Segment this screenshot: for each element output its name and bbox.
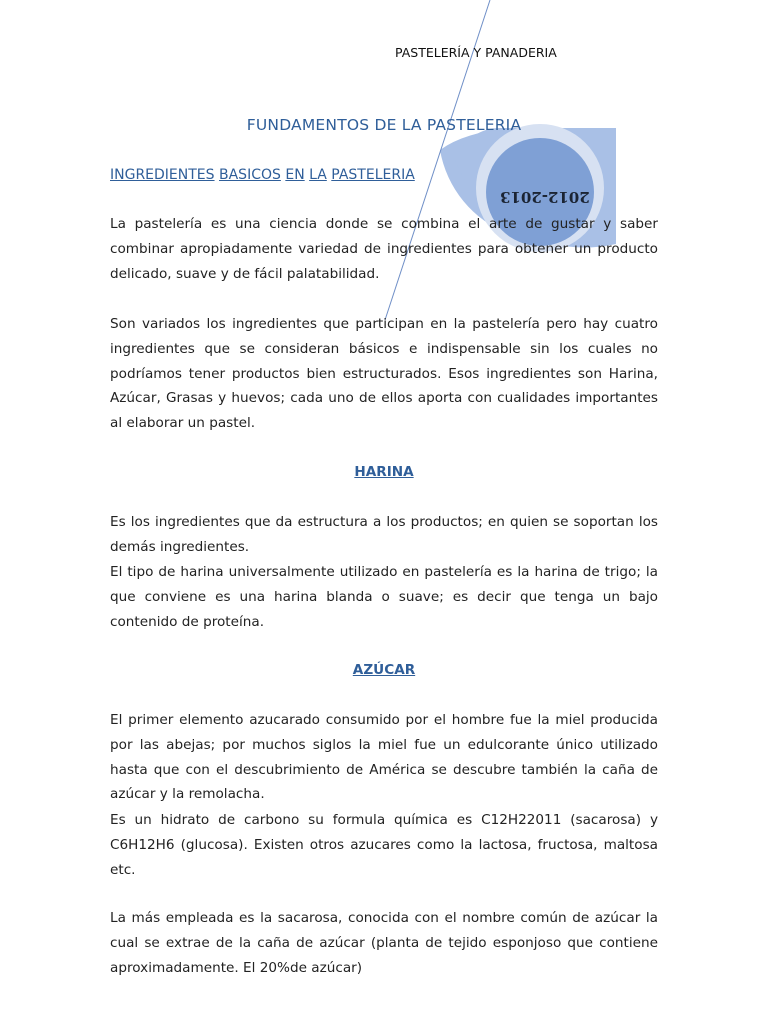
azucar-heading: AZÚCAR — [352, 662, 416, 678]
subheading-word: LA — [309, 167, 327, 183]
azucar-paragraph-2: Es un hidrato de carbono su formula química es C12H22011 (sacarosa) y C6H12H6 (glucosa). Existen otros azucares como la lactosa, fructosa, maltosa etc. — [110, 812, 658, 878]
intro-paragraph-2: Son variados los ingredientes que participan en la pastelería pero hay cuatro ingredientes que se consideran básicos e indispensable sin los cuales no podríamos tener productos bien estructurados. Esos ingredientes son Harina, Azúcar, Grasas y huevos; cada uno de ellos aporta con cualidades importantes al elaborar un pastel. — [110, 316, 658, 432]
subheading-word: PASTELERIA — [331, 167, 415, 183]
harina-heading: HARINA — [354, 464, 414, 480]
subheading-word: BASICOS — [219, 167, 281, 183]
harina-paragraph-2: El tipo de harina universalmente utilizado en pastelería es la harina de trigo; la que conviene es una harina blanda o suave; es decir que tenga un bajo contenido de proteína. — [110, 564, 658, 630]
azucar-paragraph-3: La más empleada es la sacarosa, conocida con el nombre común de azúcar la cual se extrae de la caña de azúcar (planta de tejido esponjoso que contiene aproximadamente. El 20%de azúcar) — [110, 910, 658, 976]
year-badge: 2012-2013 — [500, 188, 590, 206]
harina-paragraph-1: Es los ingredientes que da estructura a los productos; en quien se soportan los demás ingredientes. — [110, 514, 658, 555]
section-subheading — [110, 167, 415, 183]
running-header: PASTELERÍA Y PANADERIA — [395, 45, 557, 60]
intro-paragraph-1: La pastelería es una ciencia donde se combina el arte de gustar y saber combinar apropiadamente variedad de ingredientes para obtener un producto delicado, suave y de fácil palatabilidad. — [110, 216, 658, 282]
azucar-paragraph-1: El primer elemento azucarado consumido por el hombre fue la miel producida por las abejas; por muchos siglos la miel fue un edulcorante único utilizado hasta que con el descubrimiento de América se descubre también la caña de azúcar y la remolacha. — [110, 712, 658, 803]
subheading-word: EN — [285, 167, 305, 183]
document-title: FUNDAMENTOS DE LA PASTELERIA — [246, 116, 522, 134]
subheading-word: INGREDIENTES — [110, 167, 215, 183]
